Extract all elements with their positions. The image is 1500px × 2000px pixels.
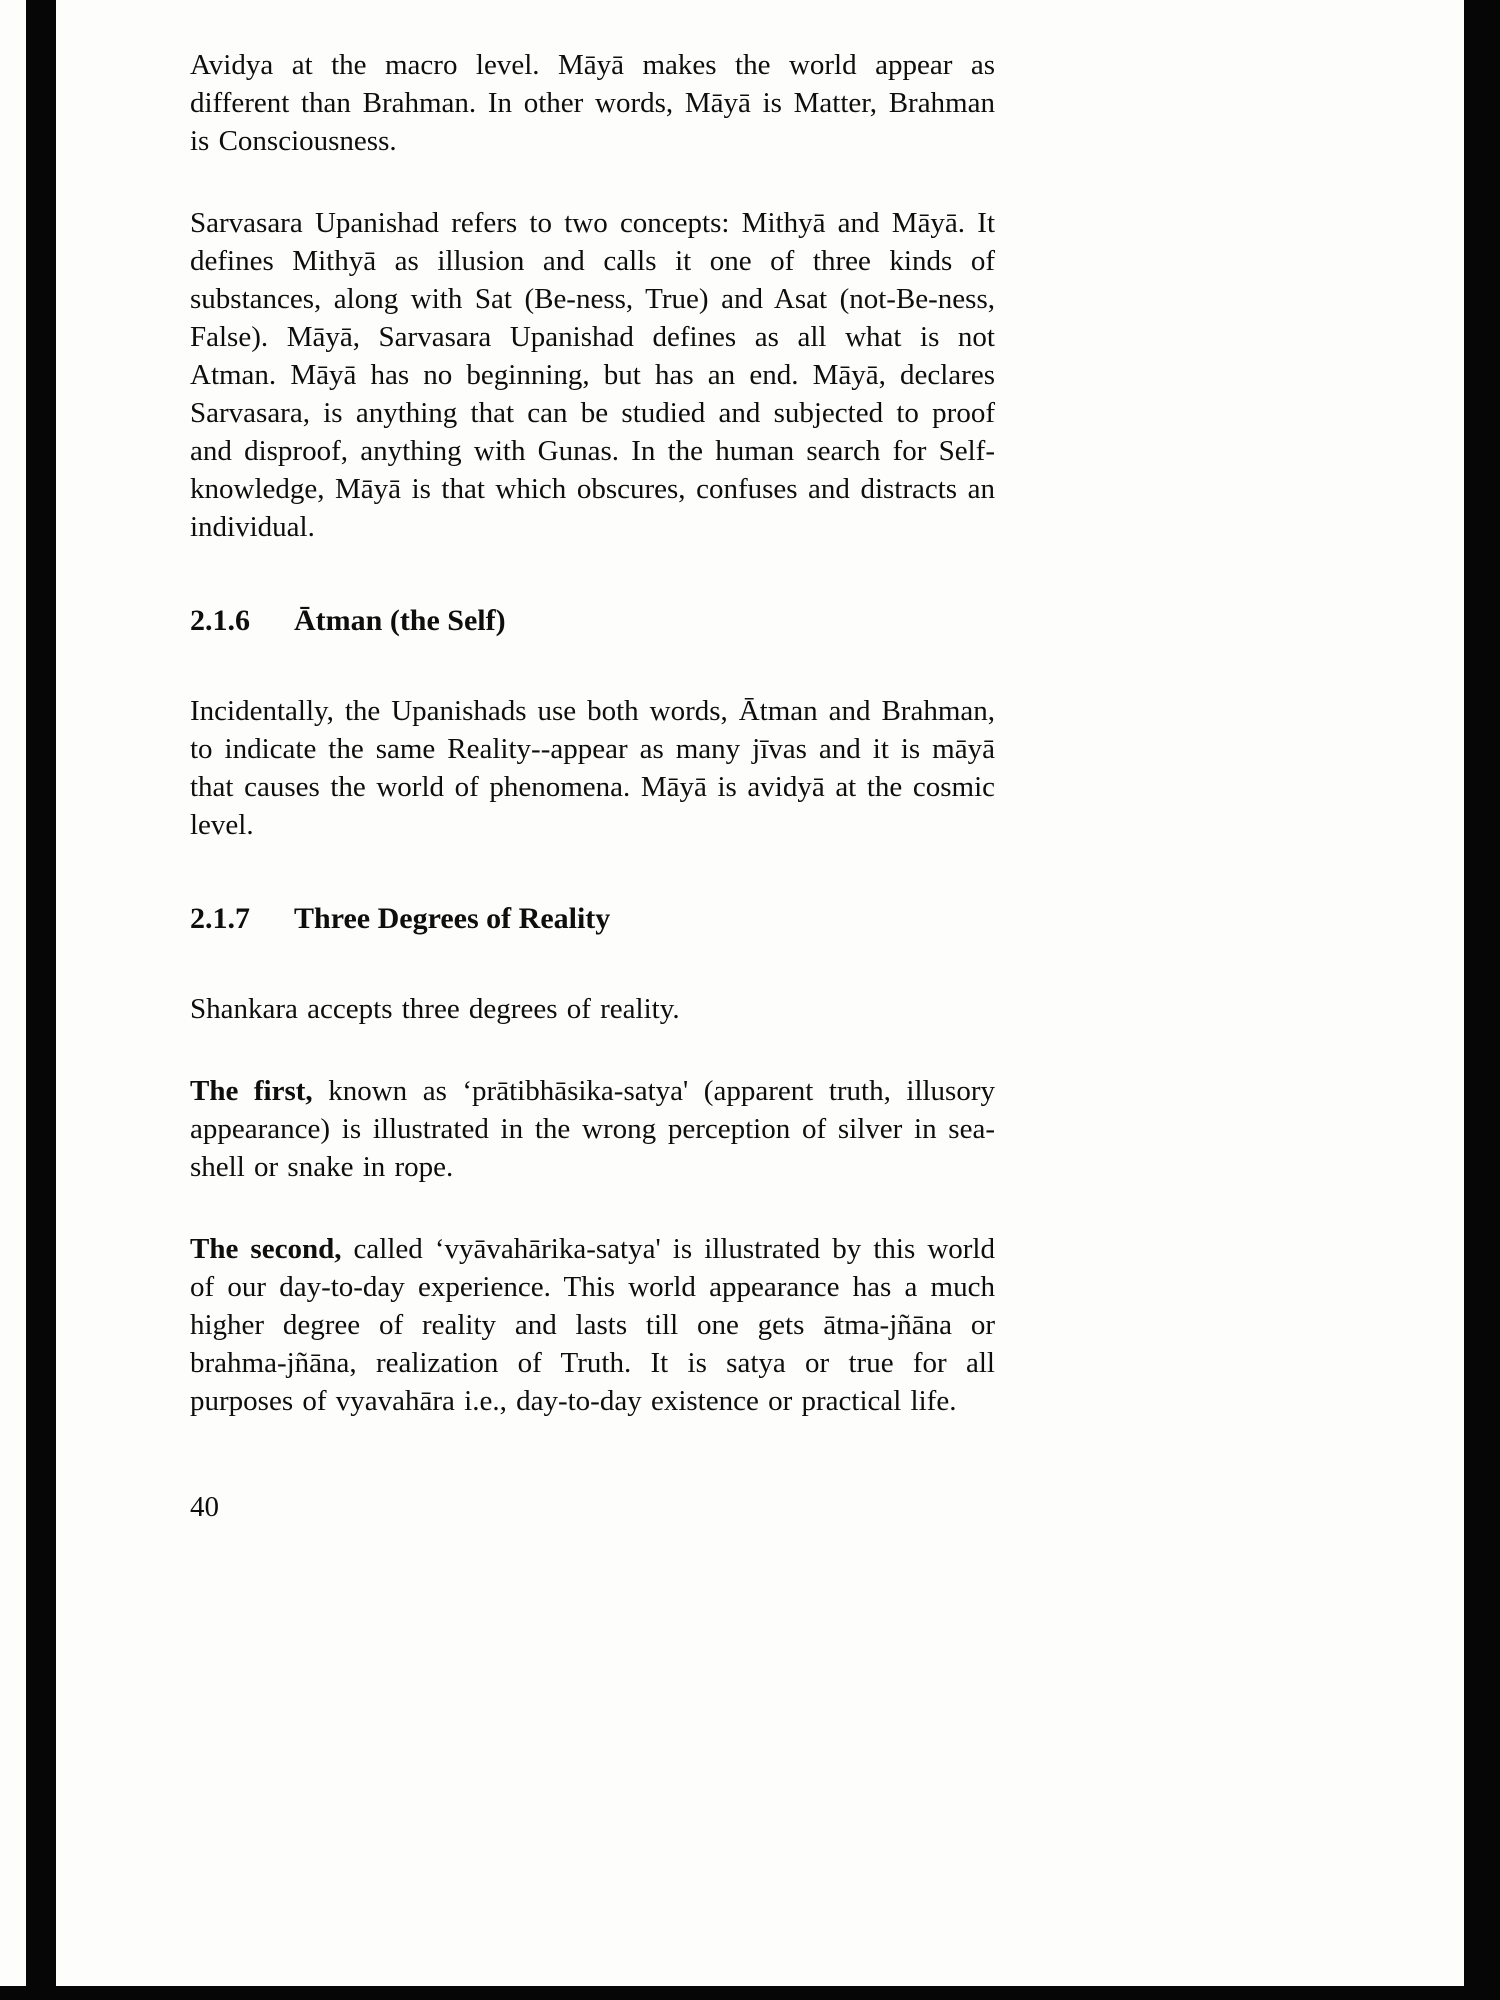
scan-edge-bottom xyxy=(0,1986,1500,2000)
paragraph-sarvasara-upanishad: Sarvasara Upanishad refers to two concepts: Mithyā and Māyā. It defines Mithyā as illusion and calls it one of three kinds of substances, along with Sat (Be-ness, True) and Asat (not-Be-ness, False). Māyā, Sarvasara Upanishad defines as all what is not Atman. Māyā has no beginning, but has an end. Māyā, declares Sarvasara, is anything that can be studied and subjected to proof and disproof, anything with Gunas. In the human search for Self-knowledge, Māyā is that which obscures, confuses and distracts an individual. xyxy=(190,207,995,543)
bold-lead-first: The first, xyxy=(190,1075,313,1107)
page-number: 40 xyxy=(190,1491,219,1523)
paragraph-second-degree-text: called ‘vyāvahārika-satya' is illustrated by this world of our day-to-day experience. This world appearance has a much higher degree of reality and lasts till one gets ātma-jñāna or brahma-jñāna, realization of Truth. It is satya or true for all purposes of vyavahāra i.e., day-to-day existence or practical life. xyxy=(190,1233,995,1417)
scan-edge-right xyxy=(1464,0,1500,2000)
section-number-atman: 2.1.6 xyxy=(190,604,250,637)
text-block xyxy=(190,46,995,1570)
scan-edge-left xyxy=(26,0,56,2000)
section-heading-degrees xyxy=(190,900,995,938)
section-title-degrees: Three Degrees of Reality xyxy=(294,902,611,935)
paragraph-second-degree xyxy=(190,1230,995,1420)
paragraph-avidya-macro: Avidya at the macro level. Māyā makes the world appear as different than Brahman. In other words, Māyā is Matter, Brahman is Consciousness. xyxy=(190,49,995,157)
section-number-degrees: 2.1.7 xyxy=(190,902,250,935)
paragraph-shankara: Shankara accepts three degrees of reality. xyxy=(190,993,680,1025)
section-heading-atman xyxy=(190,602,995,640)
paragraph-first-degree xyxy=(190,1072,995,1186)
bold-lead-second: The second, xyxy=(190,1233,342,1265)
section-title-atman: Ātman (the Self) xyxy=(294,604,506,637)
paragraph-first-degree-text: known as ‘prātibhāsika-satya' (apparent truth, illusory appearance) is illustrated in the wrong perception of silver in sea-shell or snake in rope. xyxy=(190,1075,996,1183)
paragraph-atman-brahman: Incidentally, the Upanishads use both words, Ātman and Brahman, to indicate the same Reality--appear as many jīvas and it is māyā that causes the world of phenomena. Māyā is avidyā at the cosmic level. xyxy=(190,695,995,841)
